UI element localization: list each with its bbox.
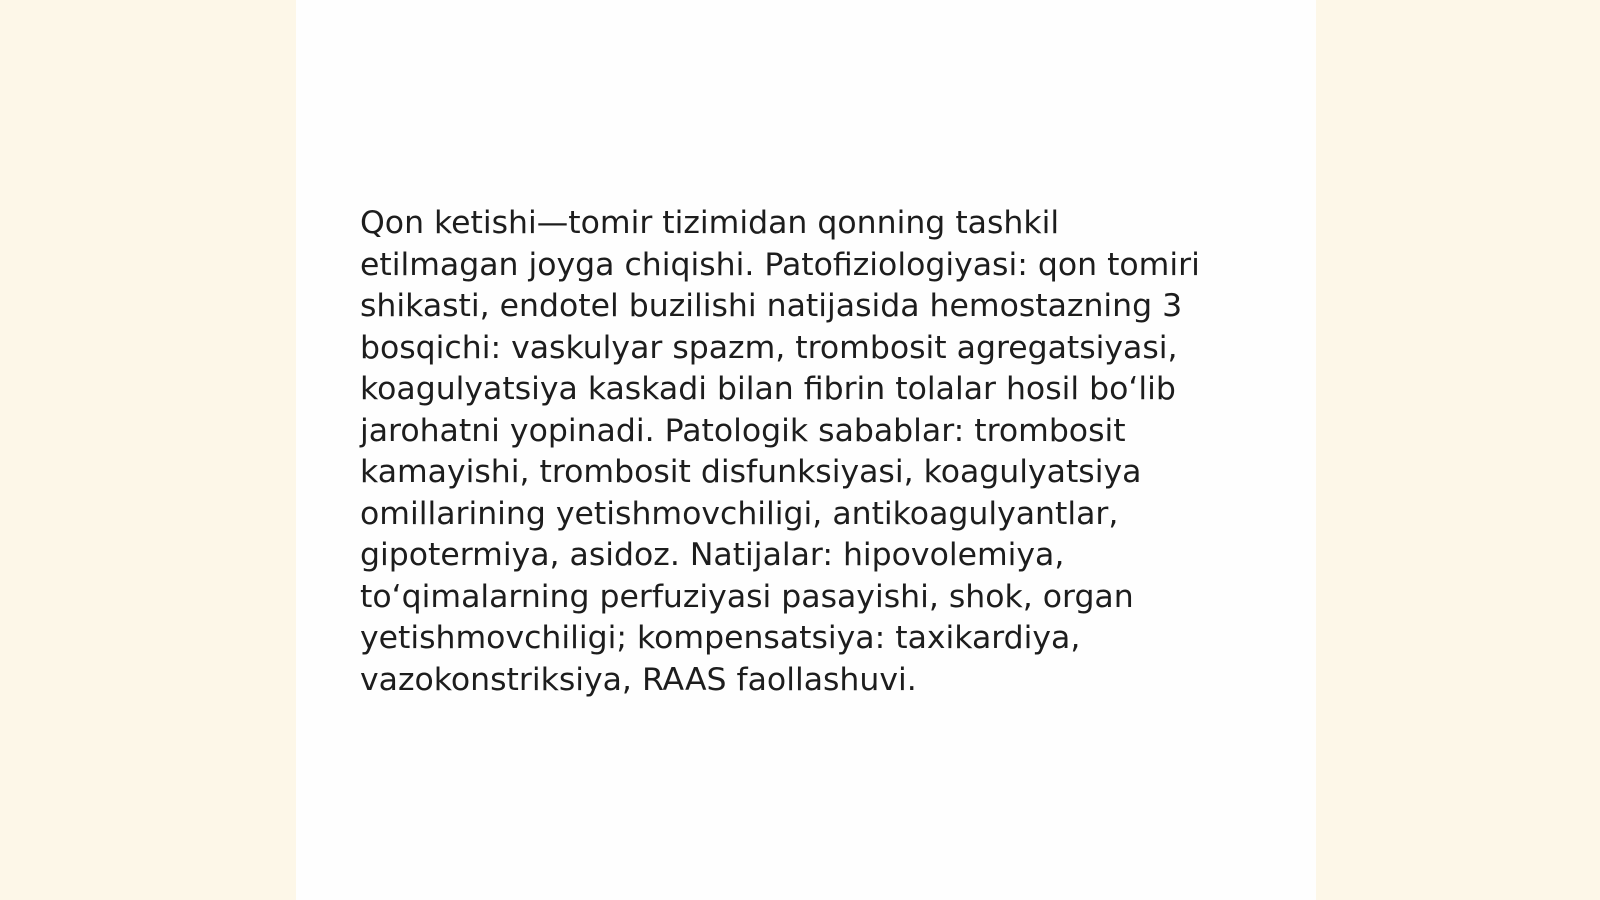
body-paragraph: Qon ketishi—tomir tizimidan qonning tashkil etilmagan joyga chiqishi. Patofiziologiyasi: qon tomiri shikasti, endotel buzilishi natijasida hemostazning 3 bosqichi: vaskulyar spazm, trombosit agregatsiyasi, koagulyatsiya kaskadi bilan fibrin tolalar hosil bo‘lib jarohatni yopinadi. Patologik sabablar: trombosit kamayishi, trombosit disfunksiyasi, koagulyatsiya omillarining yetishmovchiligi, antikoagulyantlar, gipotermiya, asidoz. Natijalar: hipovolemiya, to‘qimalarning perfuziyasi pasayishi, shok, organ yetishmovchiligi; kompensatsiya: taxikardiya, vazokonstriksiya, RAAS faollashuvi.: [360, 205, 1200, 698]
right-margin-panel: [1304, 0, 1600, 900]
document-page: [296, 0, 1316, 900]
left-margin-panel: [0, 0, 296, 900]
